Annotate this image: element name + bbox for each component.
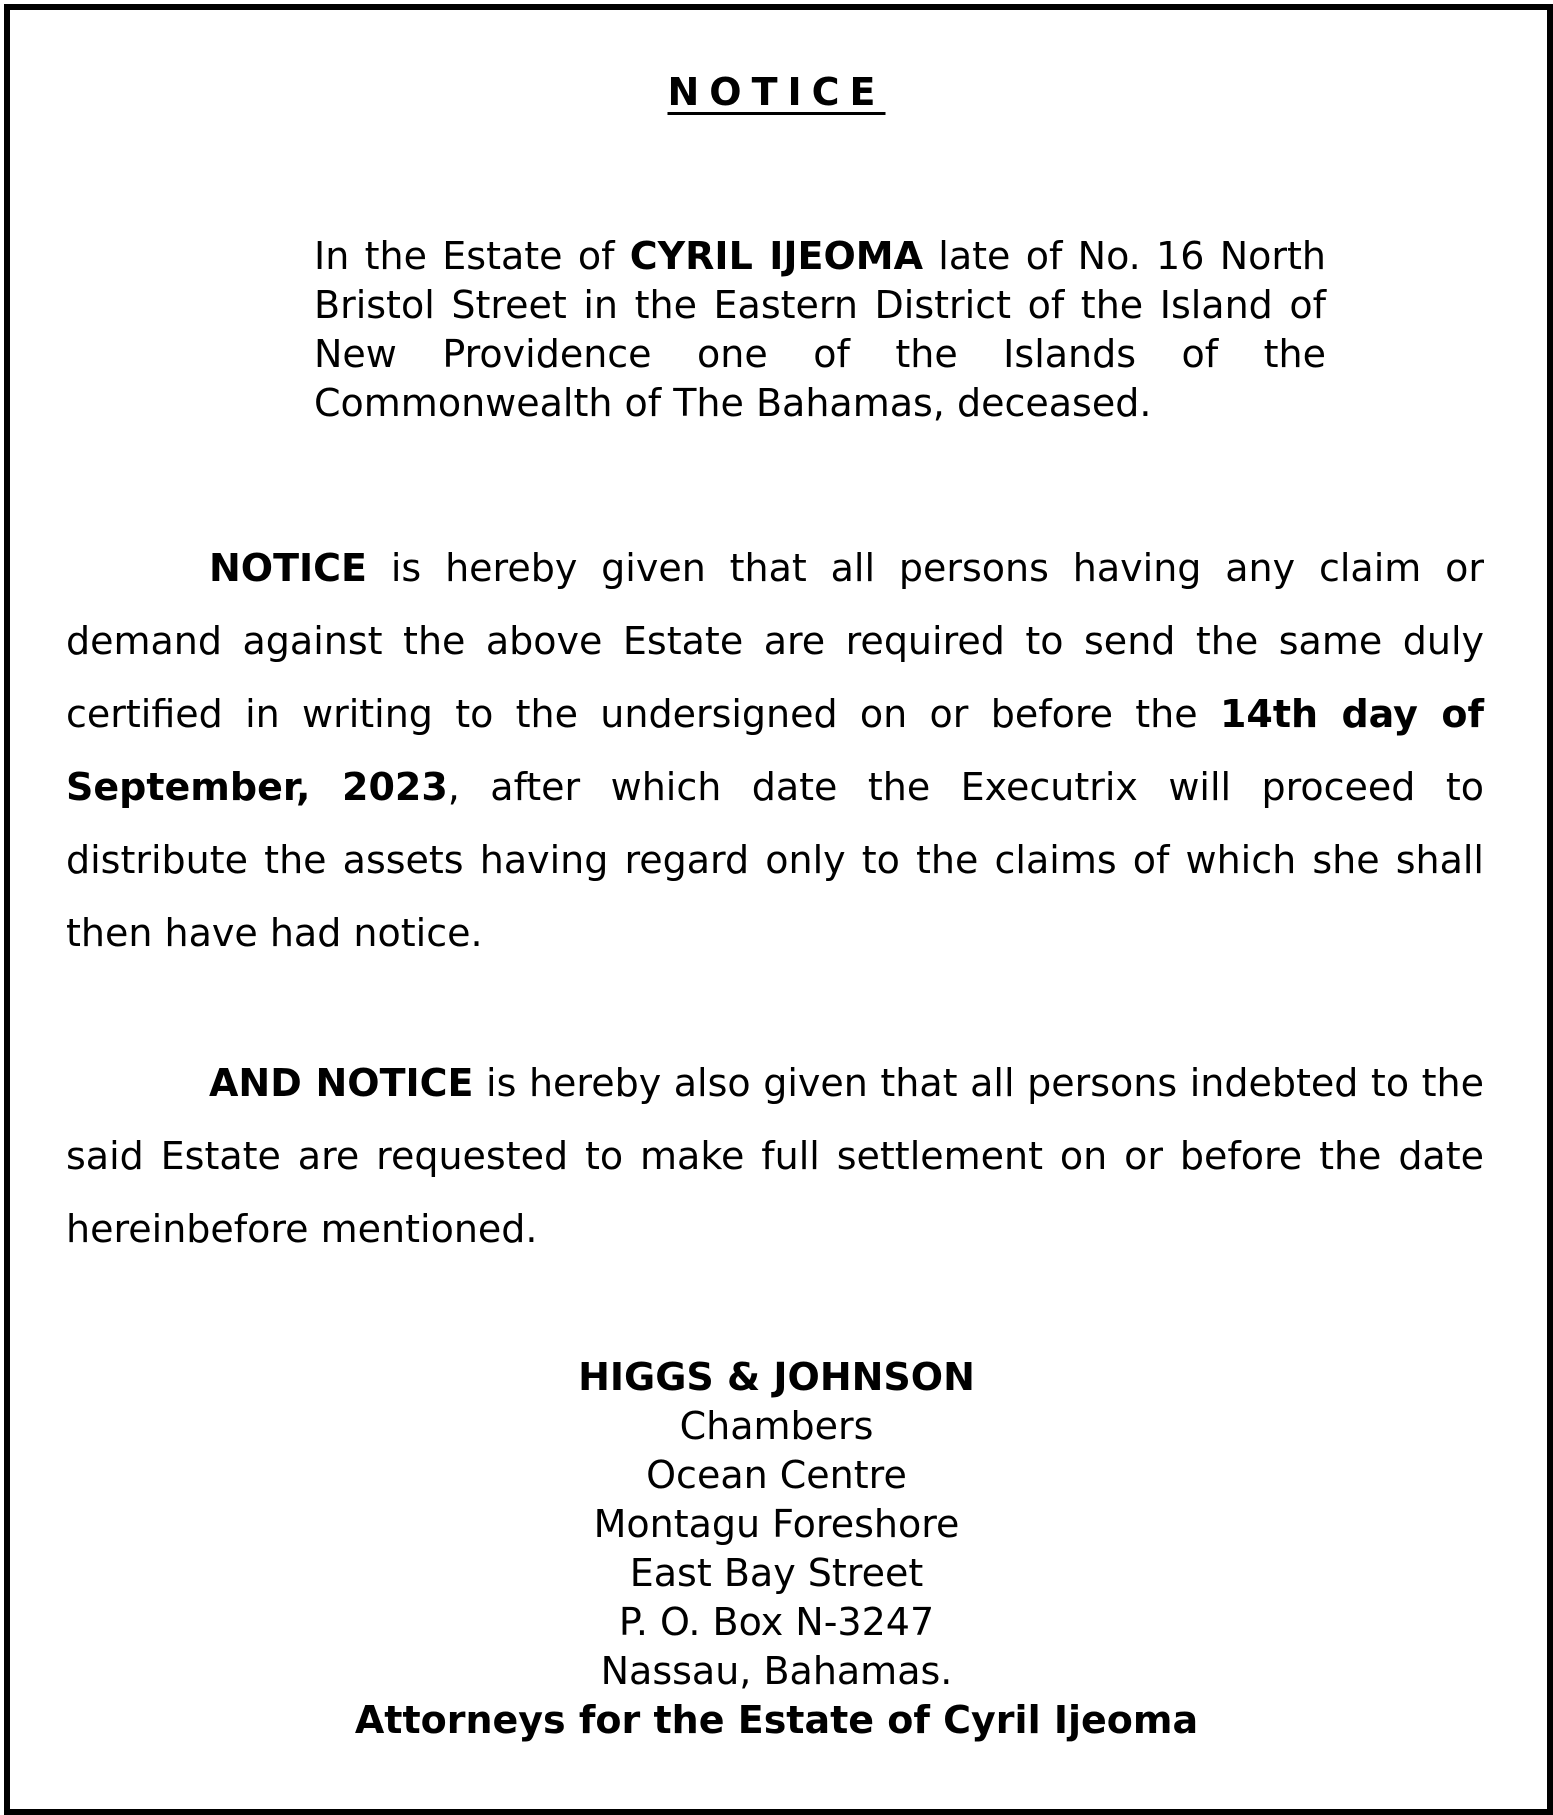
address-line: East Bay Street	[629, 1551, 924, 1595]
firm-name: HIGGS & JOHNSON	[578, 1355, 975, 1399]
notice-debts-paragraph	[66, 1047, 1484, 1266]
notice-title: NOTICE	[667, 70, 886, 114]
deceased-name: CYRIL IJEOMA	[629, 234, 923, 278]
debts-text: is hereby also given that all persons indebted to the said Estate are requested to make full settlement on or before the date hereinbefore mentioned.	[66, 1061, 1485, 1251]
attorneys-role: Attorneys for the Estate of Cyril Ijeoma	[354, 1698, 1199, 1742]
notice-lead: NOTICE	[209, 546, 368, 590]
signature-block	[0, 1353, 1553, 1745]
address-line: Ocean Centre	[646, 1453, 907, 1497]
notice-claims-paragraph	[66, 532, 1484, 970]
estate-heading	[314, 232, 1326, 428]
claims-text-1: is hereby given that all persons having any claim or demand against the above Estate are required to send the same duly certified in writing to the undersigned on or before the	[66, 546, 1484, 736]
address-line: P. O. Box N-3247	[618, 1600, 935, 1644]
address-line: Nassau, Bahamas.	[600, 1649, 953, 1693]
address-line: Chambers	[679, 1404, 874, 1448]
estate-prefix: In the Estate of	[314, 234, 630, 278]
estate-suffix: late of No. 16 North Bristol Street in the Eastern District of the Island of New Providence one of the Islands of the Commonwealth of The Bahamas, deceased.	[314, 234, 1326, 425]
address-line: Montagu Foreshore	[593, 1502, 960, 1546]
claims-text-2: , after which date the Executrix will proceed to distribute the assets having regard only to the claims of which she shall then have had notice.	[66, 765, 1484, 955]
deadline-date: 14th day of September, 2023	[66, 692, 1484, 809]
and-notice-lead: AND NOTICE	[209, 1061, 474, 1105]
